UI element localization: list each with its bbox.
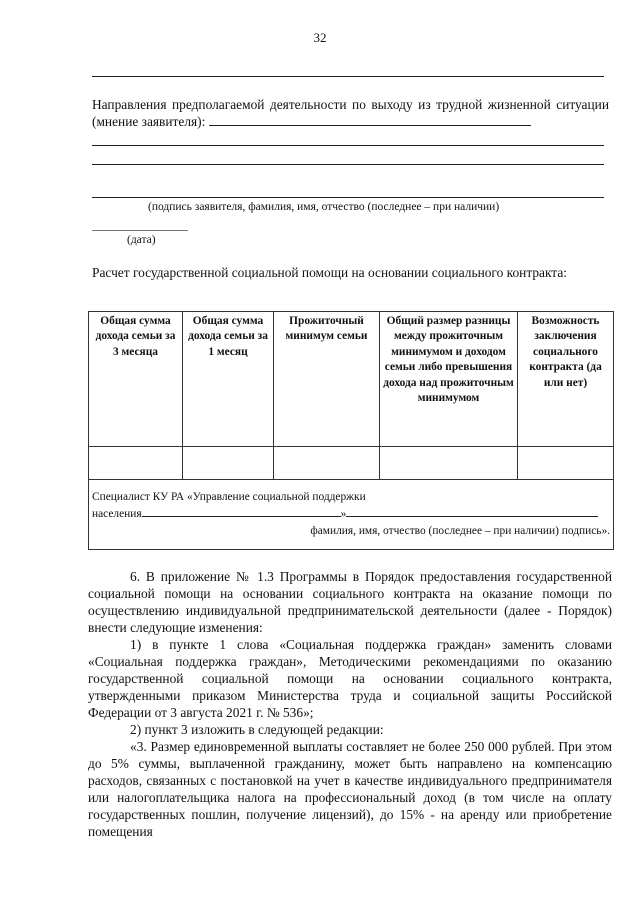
paragraph-item-1: 1) в пункте 1 слова «Социальная поддержка граждан» заменить словами «Социальная поддержка граждан», Методическими рекомендациями по оказанию государственной социальной помощи на основании социального контракта, утвержденными приказом Министерства труда и социальной защиты Российской Федерации от 3 августа 2021 г. № 536»; xyxy=(88,637,612,720)
specialist-text-1: Специалист КУ РА «Управление социальной поддержки xyxy=(92,491,366,503)
page-number: 32 xyxy=(313,30,327,45)
signature-caption: (подпись заявителя, фамилия, имя, отчество (последнее – при наличии) xyxy=(148,201,500,213)
date-caption: (дата) xyxy=(127,234,156,246)
blank-line-2 xyxy=(92,145,604,146)
col-header-subsistence-minimum: Прожиточный минимум семьи xyxy=(274,312,380,447)
directions-label-text: Направления предполагаемой деятельности по выходу из трудной жизненной ситуации (мнение заявителя): xyxy=(92,97,609,129)
col-header-income-3-months: Общая сумма дохода семьи за 3 месяца xyxy=(89,312,183,447)
date-line xyxy=(92,230,188,231)
specialist-line xyxy=(92,506,610,523)
paragraph-item-2: 2) пункт 3 изложить в следующей редакции: xyxy=(130,722,384,737)
paragraph-quote: «3. Размер единовременной выплаты составляет не более 250 000 рублей. При этом до 5% суммы, выплаченной гражданину, может быть направлено на компенсацию расходов, связанных с постановкой на учет в качестве индивидуального предпринимателя или налогоплательщика налога на профессиональный доход (в том числе на оплату государственных пошлин, получение лицензий), до 15% - на аренду или приобретение помещения xyxy=(88,739,612,839)
col-header-income-1-month: Общая сумма дохода семьи за 1 месяц xyxy=(183,312,274,447)
specialist-fill-line-1[interactable] xyxy=(142,516,341,517)
specialist-caption: фамилия, имя, отчество (последнее – при наличии) подпись». xyxy=(310,525,610,537)
specialist-fill-line-2[interactable] xyxy=(346,516,598,517)
directions-fill-line[interactable] xyxy=(209,125,531,126)
table-row xyxy=(89,447,614,480)
specialist-text-2b: » xyxy=(340,508,347,520)
table-header-row xyxy=(89,312,614,447)
calculation-table xyxy=(88,311,614,550)
col-header-difference: Общий размер разницы между прожиточным минимумом и доходом семьи либо превышения дохода над прожиточным минимумом xyxy=(380,312,518,447)
table-cell[interactable] xyxy=(89,447,183,480)
calculation-heading: Расчет государственной социальной помощи на основании социального контракта: xyxy=(92,265,567,280)
table-cell[interactable] xyxy=(183,447,274,480)
blank-line-3 xyxy=(92,164,604,165)
blank-line-top xyxy=(92,76,604,77)
paragraph-6: 6. В приложение № 1.3 Программы в Порядок предоставления государственной социальной помощи на основании социального контракта на оказание помощи по осуществлению индивидуальной предпринимательской деятельности (далее - Порядок) внести следующие изменения: xyxy=(88,569,612,635)
body-text xyxy=(88,568,612,840)
col-header-contract-possibility: Возможность заключения социального контракта (да или нет) xyxy=(518,312,614,447)
table-cell[interactable] xyxy=(274,447,380,480)
table-cell[interactable] xyxy=(380,447,518,480)
specialist-text-2a: населения xyxy=(92,508,142,520)
specialist-signature-row xyxy=(89,480,614,550)
blank-line-4 xyxy=(92,197,604,198)
directions-label xyxy=(92,96,609,130)
specialist-cell xyxy=(89,480,614,550)
table-cell[interactable] xyxy=(518,447,614,480)
